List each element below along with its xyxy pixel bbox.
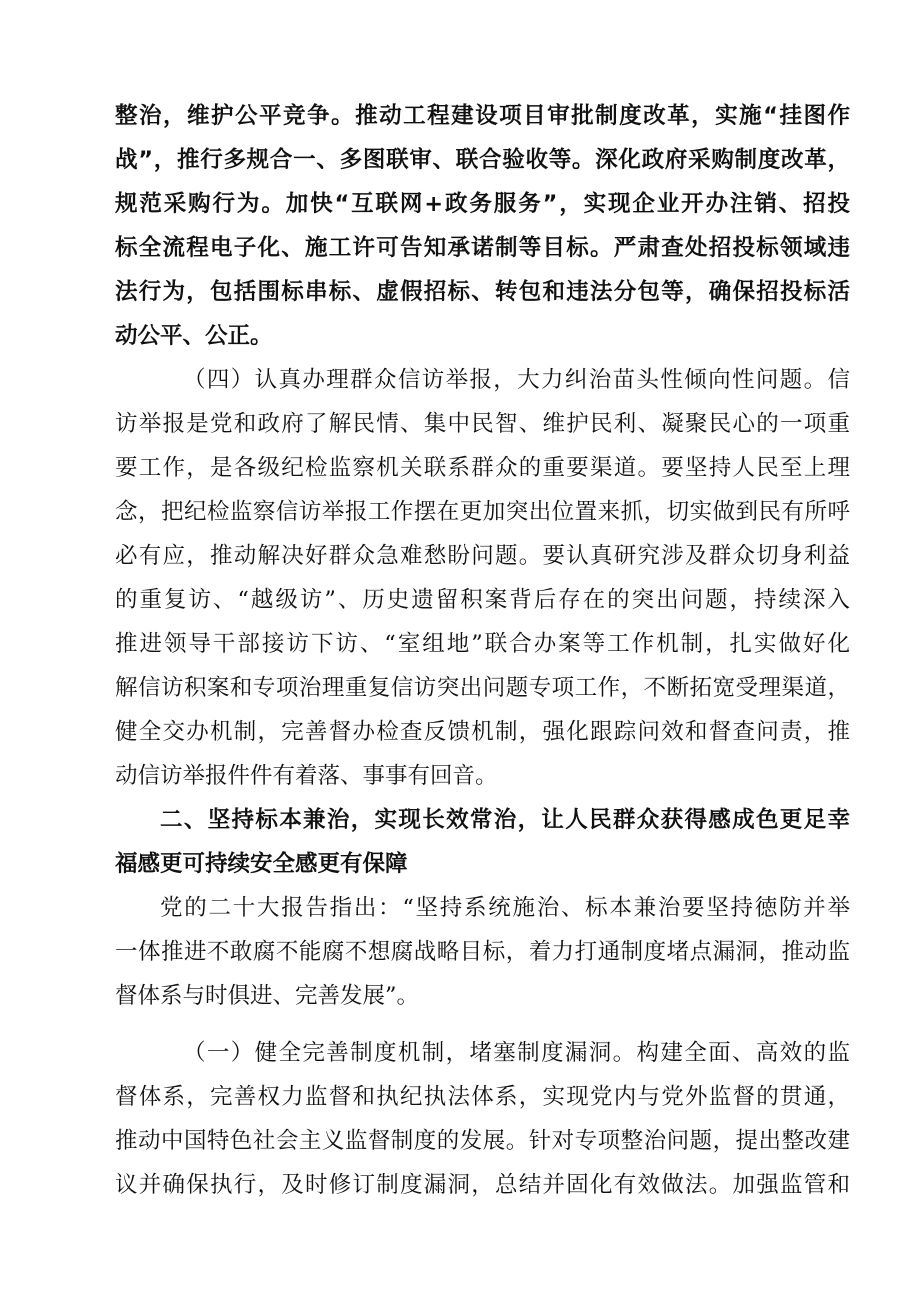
para1-line-1: 整治，维护公平竞争。推动工程建设项目审批制度改革，实施“挂图作	[115, 103, 850, 129]
para3-line-3: 督体系与时俱进、完善发展”。	[115, 983, 420, 1009]
para1-line-2: 战”，推行多规合一、多图联审、联合验收等。深化政府采购制度改革，	[115, 147, 850, 173]
para2-line-7: 推进领导干部接访下访、“室组地”联合办案等工作机制，扎实做好化	[115, 631, 850, 657]
para2-line-3: 要工作，是各级纪检监察机关联系群众的重要渠道。要坚持人民至上理	[115, 455, 850, 481]
section-heading-line-2: 福感更可持续安全感更有保障	[115, 851, 408, 877]
para3-line-1: 党的二十大报告指出：“坚持系统施治、标本兼治要坚持徳防并举	[160, 895, 850, 921]
para4-line-2: 督体系，完善权力监督和执纪执法体系，实现党内与党外监督的贯通，	[115, 1084, 850, 1110]
para1-line-6: 动公平、公正。	[115, 323, 273, 349]
para2-line-2: 访举报是党和政府了解民情、集中民智、维护民利、凝聚民心的一项重	[115, 411, 850, 437]
para2-line-10: 动信访举报件件有着落、事事有回音。	[115, 763, 498, 789]
para4-line-4: 议并确保执行，及时修订制度漏洞，总结并固化有效做法。加强监管和	[115, 1172, 850, 1198]
para2-line-4: 念，把纪检监察信访举报工作摆在更加突出位置来抓，切实做到民有所呼	[115, 499, 850, 525]
para4-line-1: （一）健全完善制度机制，堵塞制度漏洞。构建全面、高效的监	[183, 1040, 850, 1066]
para2-line-1: （四）认真办理群众信访举报，大力纠治苗头性倾向性问题。信	[183, 367, 850, 393]
para2-line-8: 解信访积案和专项治理重复信访突出问题专项工作，不断拓宽受理渠道，	[115, 675, 850, 701]
para3-line-2: 一体推进不敢腐不能腐不想腐战略目标，着力打通制度堵点漏洞，推动监	[115, 939, 850, 965]
para4-line-3: 推动中国特色社会主义监督制度的发展。针对专项整治问题，提出整改建	[115, 1128, 850, 1154]
para2-line-6: 的重复访、“越级访”、历史遗留积案背后存在的突出问题，持续深入	[115, 587, 850, 613]
para1-line-5: 法行为，包括围标串标、虚假招标、转包和违法分包等，确保招投标活	[115, 279, 850, 305]
para1-line-4: 标全流程电子化、施工许可告知承诺制等目标。严肃查处招投标领域违	[115, 235, 850, 261]
para2-line-5: 必有应，推动解决好群众急难愁盼问题。要认真研究涉及群众切身利益	[115, 543, 850, 569]
section-heading-line-1: 二、坚持标本兼治，实现长效常治，让人民群众获得感成色更足幸	[160, 807, 850, 833]
para2-line-9: 健全交办机制，完善督办检查反馈机制，强化跟踪问效和督查问责，推	[115, 719, 850, 745]
para1-line-3: 规范采购行为。加快“互联网+政务服务”，实现企业开办注销、招投	[115, 191, 850, 217]
